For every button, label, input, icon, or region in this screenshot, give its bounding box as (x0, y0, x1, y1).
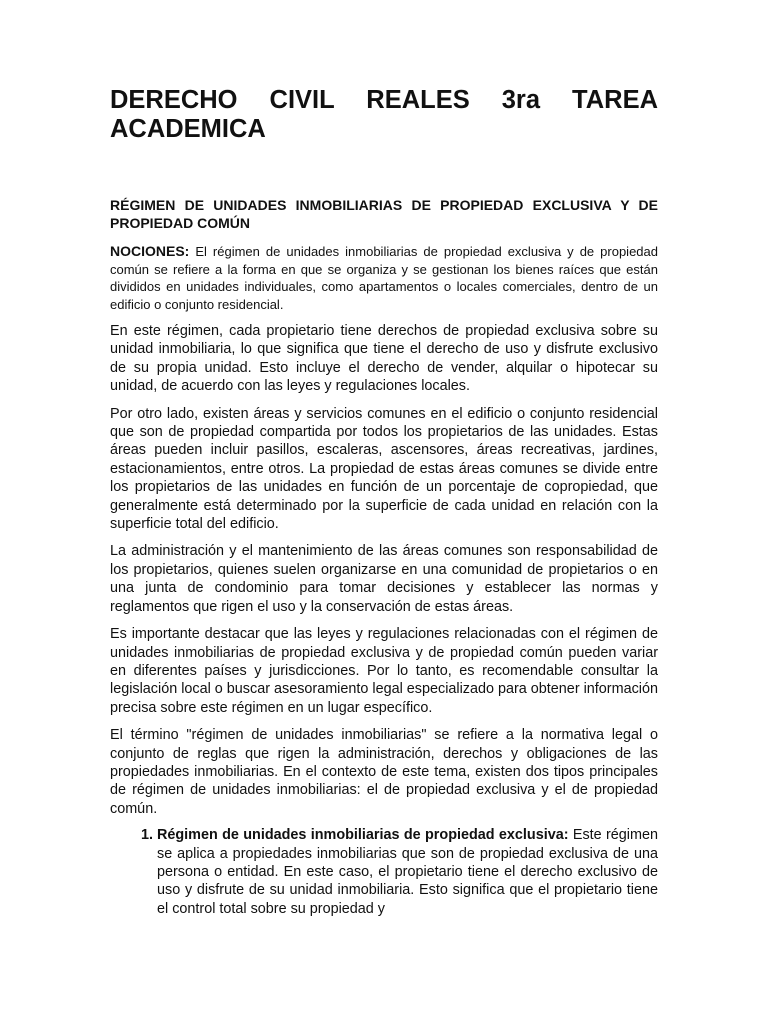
paragraph-1: En este régimen, cada propietario tiene derechos de propiedad exclusiva sobre su unidad inmobiliaria, lo que significa que tiene el derecho de uso y disfrute exclusivo de su propia unidad. Esto incluye el derecho de vender, alquilar o hipotecar su unidad, de acuerdo con las leyes y regulaciones locales. (110, 323, 658, 395)
document-page (110, 0, 658, 918)
section-heading: RÉGIMEN DE UNIDADES INMOBILIARIAS DE PROPIEDAD EXCLUSIVA Y DE PROPIEDAD COMÚN (110, 197, 658, 231)
title-line-2: ACADEMICA (110, 115, 266, 143)
paragraph-3: La administración y el mantenimiento de las áreas comunes son responsabilidad de los propietarios, quienes suelen organizarse en una comunidad de propietarios o en una junta de condominio para tomar decisiones y establecer las normas y reglamentos que rigen el uso y la conservación de estas áreas. (110, 543, 658, 615)
nociones-paragraph (110, 243, 658, 313)
regime-types-list (110, 826, 658, 918)
list-item (157, 826, 658, 918)
list-item-text: Este régimen se aplica a propiedades inmobiliarias que son de propiedad exclusiva de una persona o entidad. En este caso, el propietario tiene el derecho exclusivo de uso y disfrute de su unidad inmobiliaria. Esto significa que el propietario tiene el control total sobre su propiedad y (157, 827, 658, 917)
paragraph-4: Es importante destacar que las leyes y regulaciones relacionadas con el régimen de unidades inmobiliarias de propiedad exclusiva y de propiedad común pueden variar en diferentes países y jurisdicciones. Por lo tanto, es recomendable consultar la legislación local o buscar asesoramiento legal especializado para obtener información precisa sobre este régimen en un lugar específico. (110, 626, 658, 716)
nociones-text: El régimen de unidades inmobiliarias de propiedad exclusiva y de propiedad común se refiere a la forma en que se organiza y se gestionan los bienes raíces que están divididos en unidades individuales, como apartamentos o locales comerciales, dentro de un edificio o conjunto residencial. (110, 244, 658, 312)
title-line-1: DERECHO CIVIL REALES 3ra TAREA (110, 86, 658, 114)
paragraph-2: Por otro lado, existen áreas y servicios comunes en el edificio o conjunto residencial que son de propiedad compartida por todos los propietarios de las unidades. Estas áreas pueden incluir pasillos, escaleras, ascensores, áreas recreativas, jardines, estacionamientos, entre otros. La propiedad de estas áreas comunes se divide entre los propietarios de las unidades en función de un porcentaje de copropiedad, que generalmente está determinado por la superficie de cada unidad en relación con la superficie total del edificio. (110, 405, 658, 533)
document-title (110, 86, 658, 144)
nociones-label: NOCIONES: (110, 243, 190, 259)
paragraph-5: El término "régimen de unidades inmobiliarias" se refiere a la normativa legal o conjunto de reglas que rigen la administración, derechos y obligaciones de las propiedades inmobiliarias. En el contexto de este tema, existen dos tipos principales de régimen de unidades inmobiliarias: el de propiedad exclusiva y el de propiedad común. (110, 727, 658, 817)
list-item-lead: Régimen de unidades inmobiliarias de propiedad exclusiva: (157, 827, 569, 844)
